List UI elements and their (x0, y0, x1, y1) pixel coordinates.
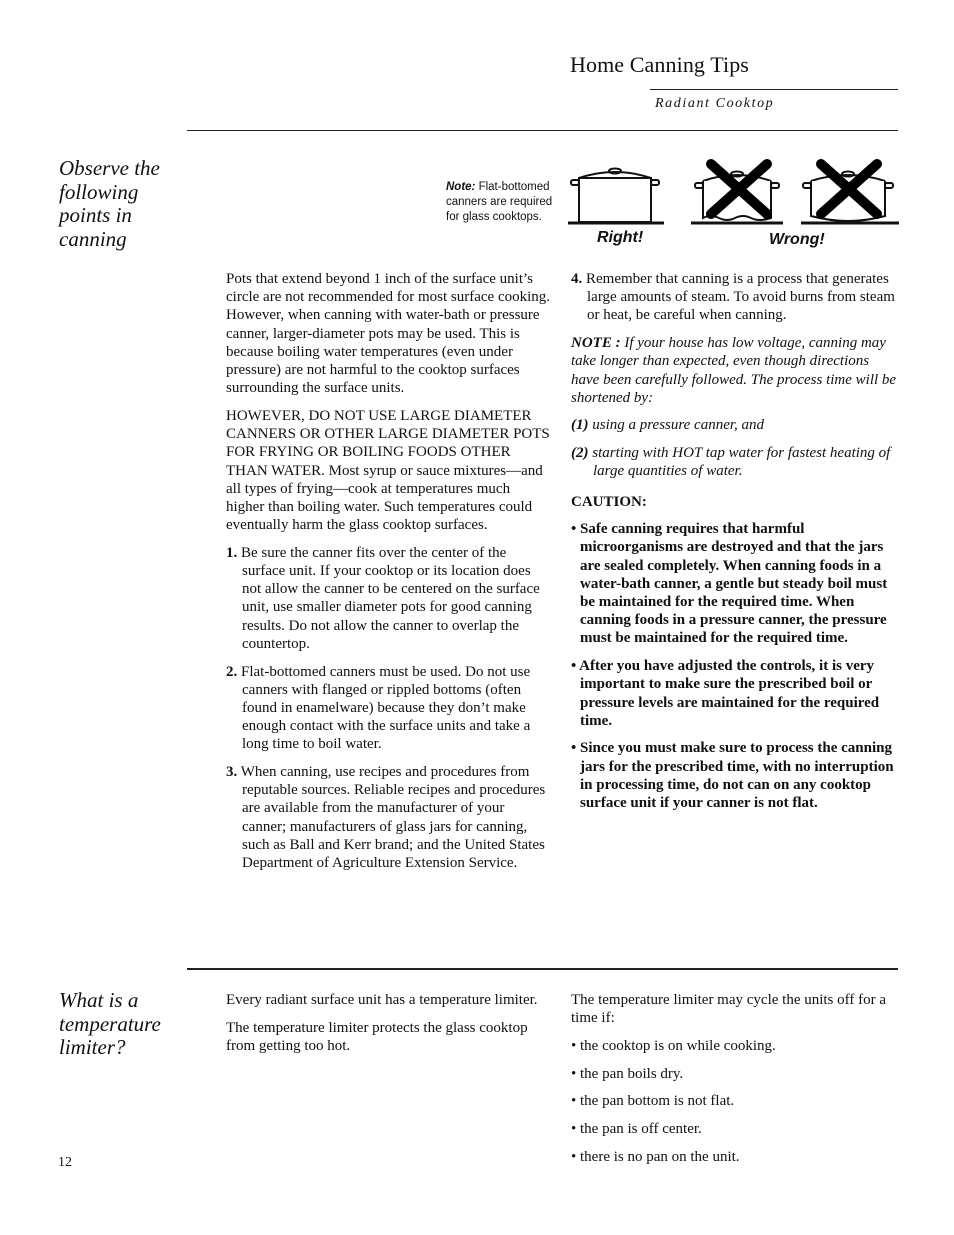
section-heading-canning: Observe the following points in canning (59, 156, 160, 251)
page-title: Home Canning Tips (570, 52, 749, 77)
oversized-canner-icon (801, 172, 899, 224)
item-number: 3. (226, 764, 238, 781)
flat-canner-icon (568, 169, 664, 224)
page-subtitle: Radiant Cooktop (655, 96, 775, 111)
item-text: Be sure the canner fits over the center of the surface unit. If your cooktop or its location does not allow the canner to be centered on the surface unit, use smaller diameter pots for good canning results. Do not allow the canner to overlap the countertop. (237, 544, 540, 652)
item-number: 1. (226, 544, 238, 561)
limiter-right-column (571, 991, 897, 1175)
section-divider-bottom (187, 968, 898, 970)
option-2 (571, 444, 897, 480)
canning-item-1 (226, 544, 552, 653)
right-label: Right! (597, 229, 644, 246)
item-text: Remember that canning is a process that generates large amounts of steam. To avoid burns from steam or heat, be careful when canning. (582, 271, 895, 324)
canning-left-column (226, 270, 552, 882)
caution-item-2: • After you have adjusted the controls, it is very important to make sure the prescribed boil or pressure levels are maintained for the required time. (571, 658, 880, 729)
glass-cooktop-note (446, 180, 566, 225)
canner-illustration (565, 156, 901, 232)
list-item: • there is no pan on the unit. (571, 1148, 740, 1165)
page-number: 12 (58, 1155, 72, 1170)
caution-heading: CAUTION: (571, 493, 647, 510)
limiter-paragraph-1: Every radiant surface unit has a temperature limiter. (226, 992, 538, 1008)
canning-item-4 (571, 270, 897, 325)
canning-right-column (571, 270, 897, 822)
list-item: • the pan is off center. (571, 1121, 702, 1138)
option-1 (571, 416, 897, 434)
canning-paragraph-2: HOWEVER, DO NOT USE LARGE DIAMETER CANNERS OR OTHER LARGE DIAMETER POTS FOR FRYING OR BOILING FOODS OTHER THAN WATER. Most syrup or sauce mixtures—and all types of frying—cook at temperatures much higher than boiling water. Such temperatures could eventually harm the glass cooktop surfaces. (226, 407, 550, 534)
caution-item-3: • Since you must make sure to process the canning jars for the prescribed time, with no interruption in processing time, do not can on any cooktop surface unit if your canner is not flat. (571, 740, 894, 812)
option-text: starting with HOT tap water for fastest heating of large quantities of water. (588, 445, 891, 480)
header-rule (650, 89, 898, 90)
item-text: Flat-bottomed canners must be used. Do not use canners with flanged or rippled bottoms (often found in enamelware) because they don’t make enough contact with the surface units and take a long time to boil water. (237, 663, 531, 753)
limiter-left-column (226, 991, 552, 1065)
option-number: (1) (571, 417, 589, 434)
caution-item-1: • Safe canning requires that harmful microorganisms are destroyed and that the jars are sealed completely. When canning foods in a water-bath canner, a gentle but steady boil must be maintained for the required time. When canning foods in a pressure canner, the pressure must be maintained for the required time. (571, 521, 888, 647)
note-text: Flat-bottomed canners are required for glass cooktops. (446, 181, 553, 223)
list-item: • the cooktop is on while cooking. (571, 1037, 776, 1054)
low-voltage-note (571, 334, 897, 407)
item-text: When canning, use recipes and procedures from reputable sources. Reliable recipes and procedures are available from the manufacturer of your canner; manufacturers of glass jars for canning, such as Ball and Kerr brand; and the United States Department of Agriculture Extension Service. (237, 764, 546, 872)
section-heading-limiter: What is a temperature limiter? (59, 988, 161, 1059)
limiter-intro: The temperature limiter may cycle the units off for a time if: (571, 992, 887, 1027)
note-text: If your house has low voltage, canning may take longer than expected, even though directions have been carefully followed. The process time will be shortened by: (571, 335, 897, 406)
canning-item-2 (226, 663, 552, 754)
item-number: 2. (226, 663, 238, 680)
item-number: 4. (571, 271, 583, 287)
option-number: (2) (571, 445, 589, 462)
wrong-label: Wrong! (769, 231, 825, 248)
list-item: • the pan boils dry. (571, 1065, 684, 1082)
canning-item-3 (226, 763, 552, 872)
section-divider-top (187, 130, 898, 131)
canning-paragraph-1: Pots that extend beyond 1 inch of the surface unit’s circle are not recommended for most surface cooking. However, when canning with water-bath or pressure canner, larger-diameter pots may be used. This is because boiling water temperatures (even under pressure) are not harmful to the cooktop surfaces surrounding the surface units. (226, 271, 551, 397)
list-item: • the pan bottom is not flat. (571, 1093, 735, 1110)
note-label: Note: (446, 181, 476, 193)
note-label: NOTE : (571, 335, 621, 352)
limiter-paragraph-2: The temperature limiter protects the glass cooktop from getting too hot. (226, 1019, 528, 1054)
option-text: using a pressure canner, and (588, 417, 765, 434)
